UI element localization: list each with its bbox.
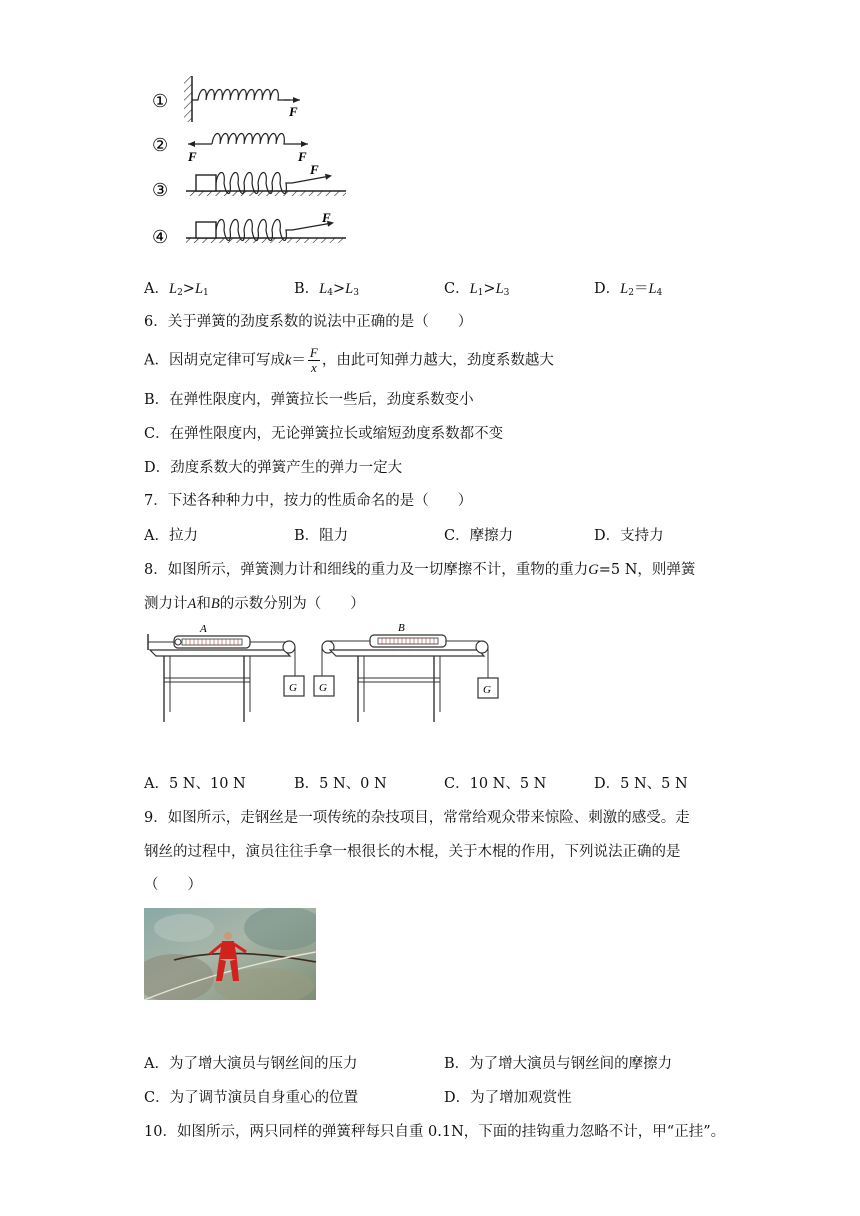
scale-label-a: A — [200, 623, 207, 635]
scale-label-b: B — [398, 622, 405, 634]
q10-stem: 10．如图所示，两只同样的弹簧秤每只自重 0.1N，下面的挂钩重力忽略不计，甲“正挂”。 — [144, 1124, 726, 1140]
q9-option-d[interactable]: D．为了增加观赏性 — [444, 1090, 572, 1106]
q9-stem-line-2: 钢丝的过程中，演员往往手拿一根很长的木棍，关于木棍的作用，下列说法正确的是 — [144, 844, 681, 860]
q8-option-b[interactable]: B．5 N、0 N — [294, 776, 387, 792]
q9-stem-line-3: （ ） — [144, 877, 202, 893]
q8-option-c[interactable]: C．10 N、5 N — [444, 776, 547, 792]
force-label: F — [322, 210, 331, 225]
row-label-4: ④ — [152, 227, 169, 247]
q8-stem-line-1: 8．如图所示，弹簧测力计和细线的重力及一切摩擦不计，重物的重力G=5 N，则弹簧 — [144, 562, 696, 578]
q9-option-a[interactable]: A．为了增大演员与钢丝间的压力 — [144, 1056, 358, 1072]
q8-option-d[interactable]: D．5 N、5 N — [594, 776, 688, 792]
spring-1 — [192, 90, 290, 101]
q6-option-b[interactable]: B．在弹性限度内，弹簧拉长一些后，劲度系数变小 — [144, 392, 474, 408]
wall — [184, 76, 192, 122]
force-label: F — [188, 149, 197, 164]
q7-stem: 7．下述各种种力中，按力的性质命名的是（ ） — [144, 493, 473, 509]
q7-option-c[interactable]: C．摩擦力 — [444, 528, 514, 544]
q6-option-a[interactable]: A．因胡克定律可写成k＝ $\frac{F}{x}$ ，由此可知弹力越大，劲度系数越大 — [144, 345, 554, 375]
q9-option-c[interactable]: C．为了调节演员自身重心的位置 — [144, 1090, 359, 1106]
weight-label: G — [289, 682, 297, 694]
q6-option-d[interactable]: D．劲度系数大的弹簧产生的弹力一定大 — [144, 460, 403, 476]
weight-label: G — [483, 684, 491, 696]
spring-2 — [212, 134, 288, 145]
q8-option-a[interactable]: A．5 N、10 N — [144, 776, 246, 792]
q6-stem: 6．关于弹簧的劲度系数的说法中正确的是（ ） — [144, 314, 473, 330]
row-label-3: ③ — [152, 180, 169, 200]
block — [196, 175, 216, 191]
weight-label: G — [319, 682, 327, 694]
q9-option-b[interactable]: B．为了增大演员与钢丝间的摩擦力 — [444, 1056, 673, 1072]
q5-option-c[interactable]: C．$L_1>L_3$ — [444, 281, 510, 298]
force-label: F — [310, 162, 319, 177]
tightrope-walker-photo — [144, 908, 316, 1000]
force-label: F — [289, 104, 298, 119]
pulley — [476, 641, 488, 653]
row-label-2: ② — [152, 135, 169, 155]
block — [196, 222, 216, 238]
fraction-f-over-x: $\frac{F}{x}$ — [309, 345, 318, 375]
spring-diagram — [148, 68, 358, 250]
q5-option-d[interactable]: D．$L_2=L_4$ — [594, 281, 663, 298]
q9-stem-line-1: 9．如图所示，走钢丝是一项传统的杂技项目，常常给观众带来惊险、刺激的感受。走 — [144, 810, 690, 826]
q6-option-c[interactable]: C．在弹性限度内，无论弹簧拉长或缩短劲度系数都不变 — [144, 426, 504, 442]
spring-scale-tables-diagram — [144, 620, 504, 730]
q5-option-a[interactable]: A．$L_2>L_1$ — [144, 281, 209, 298]
row-label-1: ① — [152, 91, 169, 111]
q8-stem-line-2: 测力计A和B的示数分别为（ ） — [144, 596, 365, 612]
pulley — [283, 641, 295, 653]
q7-option-b[interactable]: B．阻力 — [294, 528, 349, 544]
force-label: F — [298, 149, 307, 164]
q5-option-b[interactable]: B．$L_4>L_3$ — [294, 281, 359, 298]
q7-option-a[interactable]: A．拉力 — [144, 528, 198, 544]
q7-option-d[interactable]: D．支持力 — [594, 528, 664, 544]
